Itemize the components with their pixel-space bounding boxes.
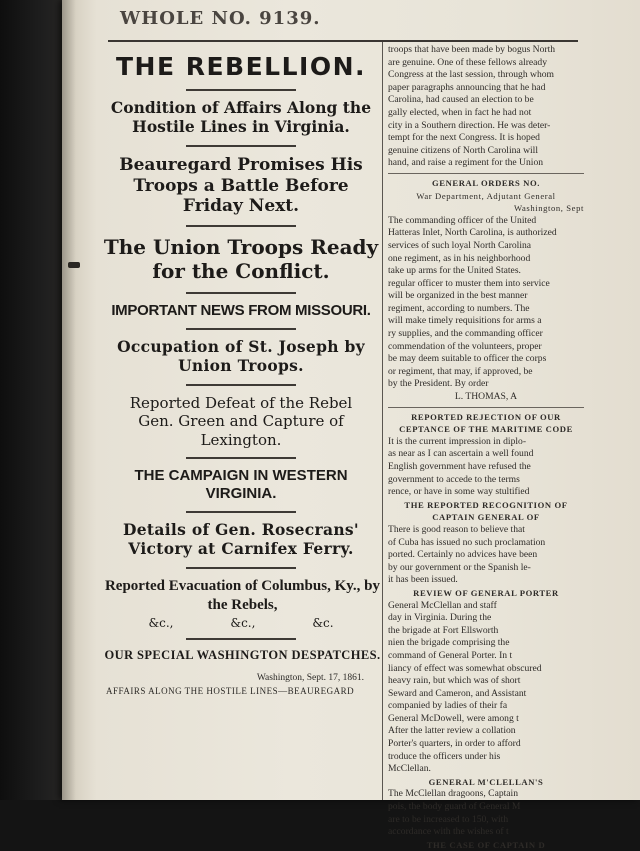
- article-paragraph: [388, 788, 584, 838]
- article-line: The commanding officer of the United: [388, 214, 537, 226]
- deck-columbus: Reported Evacuation of Columbus, Ky., by the Rebels,: [104, 578, 381, 613]
- deck-rule: [186, 457, 296, 459]
- section-subheading: Washington, Sept: [513, 203, 584, 214]
- deck-rule: [186, 384, 296, 386]
- deck-missouri: IMPORTANT NEWS FROM MISSOURI.: [111, 301, 371, 319]
- article-line: take up arms for the United States.: [388, 265, 521, 277]
- deck-rule: [186, 511, 296, 513]
- etc-mark: &c.,: [148, 615, 174, 630]
- column-separator: [388, 173, 584, 174]
- article-line: rence, or have in some way stultified: [388, 486, 530, 498]
- article-paragraph: [388, 524, 584, 587]
- deck-st-joseph: Occupation of St. Joseph by Union Troops.: [117, 337, 365, 375]
- etc-row: [120, 616, 362, 630]
- article-subhead: AFFAIRS ALONG THE HOSTILE LINES—BEAUREGARD: [106, 686, 355, 697]
- article-line: Seward and Cameron, and Assistant: [388, 687, 527, 699]
- article-line: hand, and raise a regiment for the Union: [388, 157, 544, 169]
- deck-rule: [186, 225, 296, 227]
- article-line: troduce the officers under his: [388, 750, 501, 762]
- article-line: pois, the body guard of General M: [388, 801, 521, 813]
- section-subheading: CAPTAIN GENERAL OF: [432, 512, 540, 523]
- article-line: are to be increased to 150, with: [388, 813, 509, 825]
- article-line: it has been issued.: [388, 574, 458, 586]
- article-line: Hatteras Inlet, North Carolina, is authorized: [388, 227, 557, 239]
- article-line: by the President. By order: [388, 378, 489, 390]
- column-rule: [382, 42, 383, 800]
- article-line: regiment, according to numbers. The: [388, 302, 530, 314]
- signature-line: L. THOMAS, A: [454, 391, 518, 403]
- article-line: services of such loyal North Carolina: [388, 239, 532, 251]
- article-line: It is the current impression in diplo-: [388, 435, 527, 447]
- article-line: ported. Certainly no advices have been: [388, 549, 538, 561]
- background-shadow: [0, 0, 70, 800]
- section-heading: GENERAL M'CLELLAN'S: [428, 776, 544, 787]
- article-line: as near as I can ascertain a well found: [388, 448, 534, 460]
- section-heading: REVIEW OF GENERAL PORTER: [413, 587, 559, 598]
- deck-condition-virginia: Condition of Affairs Along the Hostile Lines in Virginia.: [110, 98, 372, 136]
- article-line: paper paragraphs announcing that he had: [388, 81, 546, 93]
- article-line: by our government or the Spanish le-: [388, 561, 531, 573]
- article-line: the brigade at Fort Ellsworth: [388, 624, 499, 636]
- article-line: will be organized in the best manner: [388, 290, 528, 302]
- masthead-rule: [108, 40, 578, 42]
- deck-lexington: Reported Defeat of the Rebel Gen. Green and Capture of Lexington.: [129, 393, 353, 449]
- section-heading: REPORTED REJECTION OF OUR: [411, 411, 561, 422]
- etc-mark: &c.: [312, 615, 334, 630]
- article-line: day in Virginia. During the: [388, 612, 492, 624]
- article-line: or regiment, that may, if approved, be: [388, 365, 533, 377]
- article-line: of Cuba has issued no such proclamation: [388, 536, 546, 548]
- main-headline: THE REBELLION.: [115, 52, 367, 81]
- article-line: Porter's quarters, in order to afford: [388, 738, 521, 750]
- deck-beauregard: Beauregard Promises His Troops a Battle Before Friday Next.: [119, 154, 363, 217]
- article-line: gally elected, when in fact he had not: [388, 106, 532, 118]
- article-column: [388, 44, 584, 851]
- article-line: nien the brigade comprising the: [388, 637, 510, 649]
- section-subheading: War Department, Adjutant General: [416, 190, 556, 201]
- section-heading: GENERAL ORDERS NO.: [432, 177, 540, 188]
- article-line: Carolina, had caused an election to be: [388, 94, 534, 106]
- article-line: are genuine. One of these fellows already: [388, 56, 548, 68]
- article-line: will make timely requisitions for arms a: [388, 315, 542, 327]
- article-paragraph: [388, 600, 584, 776]
- page-edge-mark: [68, 262, 80, 268]
- article-line: one regiment, as in his neighborhood: [388, 252, 531, 264]
- article-line: troops that have been made by bogus North: [388, 44, 556, 55]
- article-paragraph: [388, 215, 584, 391]
- deck-rule: [186, 567, 296, 569]
- article-line: McClellan.: [388, 763, 431, 775]
- article-line: liancy of effect was somewhat obscured: [388, 662, 542, 674]
- article-line: General McDowell, were among t: [388, 712, 519, 724]
- dateline: Washington, Sept. 17, 1861.: [256, 673, 364, 684]
- deck-rosecrans: Details of Gen. Rosecrans' Victory at Carnifex Ferry.: [123, 520, 359, 559]
- page-fold-shadow: [62, 0, 76, 800]
- article-paragraph: [388, 436, 584, 499]
- column-separator: [388, 407, 584, 408]
- article-line: Congress at the last session, through whom: [388, 69, 555, 81]
- article-line: ry supplies, and the commanding officer: [388, 328, 543, 340]
- article-line: General McClellan and staff: [388, 599, 497, 611]
- article-line: accordance with the wishes of t: [388, 826, 509, 838]
- article-line: After the latter review a collation: [388, 725, 516, 737]
- article-line: tempt for the next Congress. It is hoped: [388, 132, 540, 144]
- article-line: heavy rain, but which was of short: [388, 675, 521, 687]
- deck-rule: [186, 292, 296, 294]
- headline-rule: [186, 89, 296, 91]
- section-subheading: CEPTANCE OF THE MARITIME CODE: [399, 424, 573, 435]
- article-line: government to accede to the terms: [388, 473, 520, 485]
- article-line: regular officer to muster them into service: [388, 277, 550, 289]
- etc-mark: &c.,: [230, 615, 256, 630]
- masthead-issue-number: WHOLE NO. 9139.: [120, 8, 321, 29]
- section-heading: THE CASE OF CAPTAIN D: [426, 839, 546, 850]
- deck-rule: [186, 638, 296, 640]
- article-line: be may deem suitable to officer the corps: [388, 353, 547, 365]
- article-line: command of General Porter. In t: [388, 649, 513, 661]
- deck-union-troops: The Union Troops Ready for the Conflict.: [103, 235, 379, 284]
- article-line: commendation of the volunteers, proper: [388, 340, 542, 352]
- deck-washington-despatches: OUR SPECIAL WASHINGTON DESPATCHES.: [104, 647, 381, 662]
- article-line: English government have refused the: [388, 461, 531, 472]
- headline-column: [100, 50, 382, 696]
- article-line: The McClellan dragoons, Captain: [388, 788, 519, 800]
- deck-western-virginia: THE CAMPAIGN IN WESTERN VIRGINIA.: [134, 466, 348, 503]
- article-line: city in a Southern direction. He was deter-: [388, 119, 551, 131]
- section-heading: THE REPORTED RECOGNITION OF: [404, 499, 568, 510]
- article-line: genuine citizens of North Carolina will: [388, 144, 538, 156]
- deck-rule: [186, 328, 296, 330]
- article-line: There is good reason to believe that: [388, 523, 525, 535]
- deck-rule: [186, 145, 296, 147]
- article-line: companied by ladies of their fa: [388, 700, 508, 712]
- article-paragraph: [388, 44, 584, 170]
